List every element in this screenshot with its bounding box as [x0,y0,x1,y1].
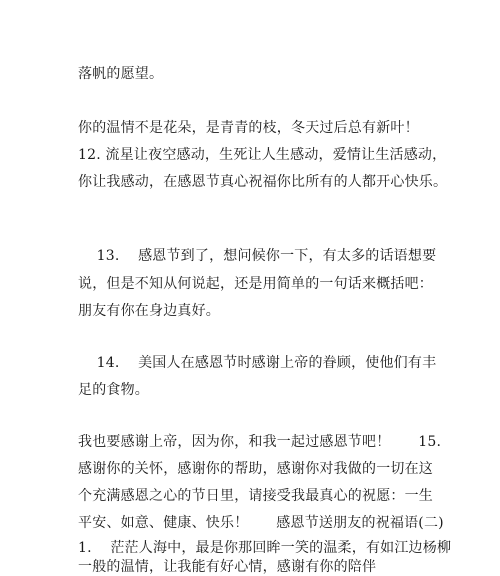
text-line-1: 落帆的愿望。 [78,66,164,82]
text-line-8: 14. 美国人在感恩节时感谢上帝的眷顾，使他们有丰 [78,355,437,371]
text-line-15-partial: 一般的温情，让我能有好心情，感谢有你的陪伴 [78,559,377,575]
text-line-4: 你让我感动，在感恩节真心祝福你比所有的人都开心快乐。 [78,174,448,190]
text-line-11: 感谢你的关怀，感谢你的帮助，感谢你对我做的一切在这 [78,461,433,477]
text-line-6: 说，但是不知从何说起，还是用简单的一句话来概括吧： [78,276,433,292]
text-line-5: 13. 感恩节到了，想问候你一下，有太多的话语想要 [78,248,437,264]
text-line-9: 足的食物。 [78,382,149,398]
text-line-7: 朋友有你在身边真好。 [78,303,220,319]
text-line-2: 你的温情不是花朵，是青青的枝，冬天过后总有新叶！ [78,120,419,136]
text-line-13: 平安、如意、健康、快乐！ 感恩节送朋友的祝福语(二) [78,515,444,531]
text-line-3: 12. 流星让夜空感动，生死让人生感动，爱情让生活感动， [78,147,447,163]
text-line-14: 1. 茫茫人海中，最是你那回眸一笑的温柔，有如江边杨柳 [78,540,452,556]
text-line-10: 我也要感谢上帝，因为你，和我一起过感恩节吧！ 15. [78,434,442,450]
text-line-12: 个充满感恩之心的节日里，请接受我最真心的祝愿：一生 [78,488,433,504]
